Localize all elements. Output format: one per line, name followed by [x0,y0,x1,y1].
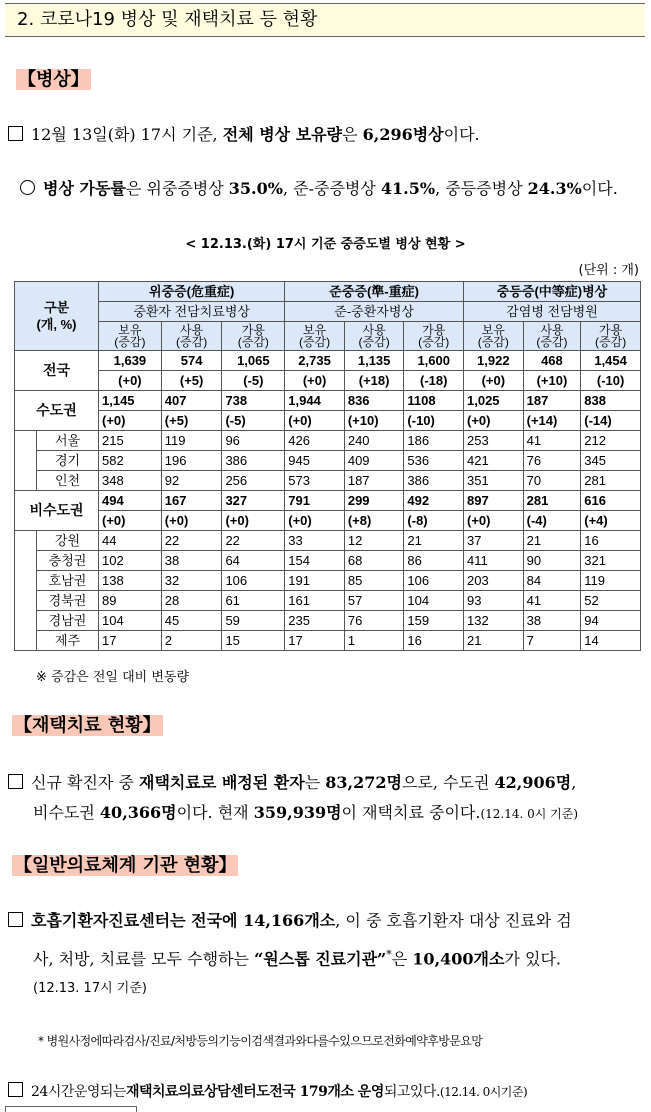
region-name: 호남권 [37,571,99,591]
checkbox-bullet-icon [8,774,23,789]
table-cell-value: 68 [344,551,404,571]
table-cell-value: 299 [344,491,404,511]
table-cell-value: 492 [404,491,464,511]
group-header: 준중증(準-重症) [285,282,464,302]
column-header: 사용 (증감) [344,322,404,351]
table-cell-value: 138 [99,571,162,591]
bed-utilization-paragraph: 병상 가동률은 위중증병상 35.0%, 준-중증병상 41.5%, 중등증병상 24.3%이다. [20,178,618,200]
table-cell-value: 411 [464,551,524,571]
table-cell-change: (+0) [464,511,524,531]
table-cell-value: 22 [161,531,222,551]
table-row [15,451,641,471]
table-cell-value: 838 [581,391,641,411]
section-heading-general-medical: 【일반의료체계 기관 현황】 [14,855,237,876]
table-cell-change: (+0) [161,511,222,531]
table-cell-value: 92 [161,471,222,491]
table-cell-change: (-10) [581,371,641,391]
table-cell-value: 17 [285,631,345,651]
consult-center-line: 24시간운영되는재택치료의료상담센터도전국 179개소 운영되고있다.(12.14. 0시기준) [8,1081,527,1103]
table-cell-value: 14 [581,631,641,651]
table-cell-value: 1,600 [404,351,464,371]
column-header: 가용 (증감) [404,322,464,351]
table-cell-value: 76 [523,451,581,471]
table-cell-value: 84 [523,571,581,591]
group-header: 중등증(中等症)병상 [464,282,641,302]
subgroup-header: 준-중환자병상 [285,302,464,322]
next-table-edge [5,1106,137,1112]
column-header: 보유 (증감) [285,322,345,351]
table-cell-value: 468 [523,351,581,371]
table-cell-value: 93 [464,591,524,611]
table-cell-value: 2 [161,631,222,651]
table-cell-value: 196 [161,451,222,471]
table-cell-value: 52 [581,591,641,611]
table-cell-value: 45 [161,611,222,631]
table-cell-value: 90 [523,551,581,571]
table-cell-value: 215 [99,431,162,451]
table-cell-value: 44 [99,531,162,551]
table-cell-value: 7 [523,631,581,651]
table-cell-value: 240 [344,431,404,451]
circle-bullet-icon [20,180,35,195]
table-cell-change: (+0) [285,511,345,531]
table-row [15,571,641,591]
table-cell-change: (-18) [404,371,464,391]
table-cell-value: 102 [99,551,162,571]
table-cell-change: (+14) [523,411,581,431]
table-cell-value: 186 [404,431,464,451]
table-row [15,611,641,631]
table-row [15,551,641,571]
table-row [15,591,641,611]
table-cell-value: 16 [404,631,464,651]
table-cell-value: 38 [161,551,222,571]
table-cell-value: 536 [404,451,464,471]
table-cell-value: 119 [581,571,641,591]
national-label: 전국 [15,351,99,391]
table-cell-value: 16 [581,531,641,551]
table-cell-value: 41 [523,591,581,611]
table-cell-value: 386 [222,451,285,471]
table-row [15,531,641,551]
table-cell-change: (+0) [464,371,524,391]
table-cell-change: (+0) [99,371,162,391]
table-caption: < 12.13.(화) 17시 기준 중증도별 병상 현황 > [185,237,466,252]
table-cell-value: 21 [523,531,581,551]
clinic-date: (12.13. 17시 기준) [33,981,147,996]
section-heading-beds: 【병상】 [18,69,89,90]
table-cell-change: (+10) [344,411,404,431]
table-cell-value: 106 [404,571,464,591]
table-cell-value: 582 [99,451,162,471]
noncapital-indent [15,531,37,651]
row-header: 구분 (개, %) [15,282,99,351]
table-cell-value: 386 [404,471,464,491]
table-cell-value: 945 [285,451,345,471]
table-cell-value: 616 [581,491,641,511]
table-cell-value: 212 [581,431,641,451]
table-cell-change: (+0) [285,411,345,431]
column-header: 사용 (증감) [523,322,581,351]
table-cell-change: (+0) [464,411,524,431]
table-cell-value: 1,922 [464,351,524,371]
table-unit: (단위 : 개) [578,263,639,278]
table-cell-value: 897 [464,491,524,511]
home-treatment-line1: 신규 확진자 중 재택치료로 배정된 환자는 83,272명으로, 수도권 42,906명, [8,772,576,794]
table-cell-value: 37 [464,531,524,551]
table-cell-change: (+0) [222,511,285,531]
subgroup-header: 중환자 전담치료병상 [99,302,285,322]
table-cell-change: (+0) [285,371,345,391]
table-cell-value: 167 [161,491,222,511]
capital-indent [15,431,37,491]
checkbox-bullet-icon [8,126,23,141]
table-cell-value: 494 [99,491,162,511]
region-name: 서울 [37,431,99,451]
table-cell-value: 104 [404,591,464,611]
table-cell-value: 321 [581,551,641,571]
table-cell-change: (+8) [344,511,404,531]
table-cell-value: 28 [161,591,222,611]
table-cell-value: 104 [99,611,162,631]
clinic-line1: 호흡기환자진료센터는 전국에 14,166개소, 이 중 호흡기환자 대상 진료와 검 [8,910,572,932]
table-cell-value: 33 [285,531,345,551]
table-cell-value: 106 [222,571,285,591]
table-cell-value: 119 [161,431,222,451]
table-cell-value: 235 [285,611,345,631]
table-cell-value: 351 [464,471,524,491]
table-cell-value: 132 [464,611,524,631]
table-cell-value: 348 [99,471,162,491]
table-cell-value: 64 [222,551,285,571]
table-cell-value: 281 [523,491,581,511]
table-cell-change: (+5) [161,411,222,431]
table-cell-value: 21 [404,531,464,551]
section-heading-home-treatment: 【재택치료 현황】 [14,715,161,736]
table-cell-value: 573 [285,471,345,491]
region-name: 인천 [37,471,99,491]
table-cell-value: 409 [344,451,404,471]
table-cell-change: (-5) [222,411,285,431]
column-header: 사용 (증감) [161,322,222,351]
table-cell-value: 1,639 [99,351,162,371]
table-cell-change: (+10) [523,371,581,391]
table-cell-change: (-5) [222,371,285,391]
table-cell-value: 187 [344,471,404,491]
table-cell-value: 32 [161,571,222,591]
table-cell-value: 1,025 [464,391,524,411]
clinic-line2: 사, 처방, 치료를 모두 수행하는 “원스톱 진료기관”*은 10,400개소가 있다. [33,948,561,969]
table-cell-value: 59 [222,611,285,631]
table-cell-value: 154 [285,551,345,571]
table-cell-value: 76 [344,611,404,631]
checkbox-bullet-icon [8,1082,23,1097]
table-cell-change: (-8) [404,511,464,531]
table-row [15,631,641,651]
region-name: 경기 [37,451,99,471]
table-cell-value: 94 [581,611,641,631]
clinic-note: * 병원사정에따라검사/진료/처방등의기능이검색결과와다를수있으므로전화예약후방문요망 [38,1034,483,1048]
table-cell-value: 791 [285,491,345,511]
group-header: 위중증(危重症) [99,282,285,302]
table-cell-value: 12 [344,531,404,551]
table-cell-value: 281 [581,471,641,491]
table-cell-value: 21 [464,631,524,651]
table-row [15,471,641,491]
table-cell-change: (+4) [581,511,641,531]
column-header: 보유 (증감) [99,322,162,351]
table-cell-value: 89 [99,591,162,611]
table-cell-change: (-10) [404,411,464,431]
table-cell-change: (+0) [99,511,162,531]
region-name: 경남권 [37,611,99,631]
column-header: 보유 (증감) [464,322,524,351]
table-cell-value: 61 [222,591,285,611]
table-cell-value: 41 [523,431,581,451]
column-header: 가용 (증감) [581,322,641,351]
table-cell-value: 407 [161,391,222,411]
table-cell-value: 1,145 [99,391,162,411]
table-cell-value: 187 [523,391,581,411]
bed-status-table [14,281,641,651]
table-cell-value: 96 [222,431,285,451]
noncapital-label: 비수도권 [15,491,99,531]
region-name: 충청권 [37,551,99,571]
table-cell-value: 421 [464,451,524,471]
table-cell-value: 1,135 [344,351,404,371]
table-cell-change: (-14) [581,411,641,431]
subgroup-header: 감염병 전담병원 [464,302,641,322]
table-cell-value: 70 [523,471,581,491]
table-cell-value: 256 [222,471,285,491]
table-cell-value: 159 [404,611,464,631]
table-cell-value: 253 [464,431,524,451]
checkbox-bullet-icon [8,912,23,927]
table-footnote: ※ 증감은 전일 대비 변동량 [36,670,190,685]
table-cell-value: 2,735 [285,351,345,371]
region-name: 제주 [37,631,99,651]
table-cell-value: 1,454 [581,351,641,371]
table-cell-value: 191 [285,571,345,591]
table-cell-value: 86 [404,551,464,571]
table-cell-value: 161 [285,591,345,611]
table-cell-value: 574 [161,351,222,371]
table-row [15,431,641,451]
table-cell-value: 38 [523,611,581,631]
table-cell-value: 1 [344,631,404,651]
table-cell-value: 85 [344,571,404,591]
capital-label: 수도권 [15,391,99,431]
table-cell-value: 1,944 [285,391,345,411]
table-cell-value: 15 [222,631,285,651]
table-cell-change: (-4) [523,511,581,531]
table-cell-value: 345 [581,451,641,471]
region-name: 경북권 [37,591,99,611]
table-cell-value: 738 [222,391,285,411]
table-cell-value: 17 [99,631,162,651]
column-header: 가용 (증감) [222,322,285,351]
table-cell-change: (+0) [99,411,162,431]
bed-total-paragraph: 12월 13일(화) 17시 기준, 전체 병상 보유량은 6,296병상이다. [8,124,480,146]
table-cell-value: 203 [464,571,524,591]
home-treatment-line2: 비수도권 40,366명이다. 현재 359,939명이 재택치료 중이다.(12.14. 0시 기준) [33,803,579,822]
region-name: 강원 [37,531,99,551]
table-cell-change: (+5) [161,371,222,391]
table-cell-change: (+18) [344,371,404,391]
table-cell-value: 327 [222,491,285,511]
table-cell-value: 836 [344,391,404,411]
table-cell-value: 426 [285,431,345,451]
table-cell-value: 1,065 [222,351,285,371]
table-cell-value: 1108 [404,391,464,411]
table-cell-value: 57 [344,591,404,611]
section-title: 2. 코로나19 병상 및 재택치료 등 현황 [5,3,645,37]
table-cell-value: 22 [222,531,285,551]
